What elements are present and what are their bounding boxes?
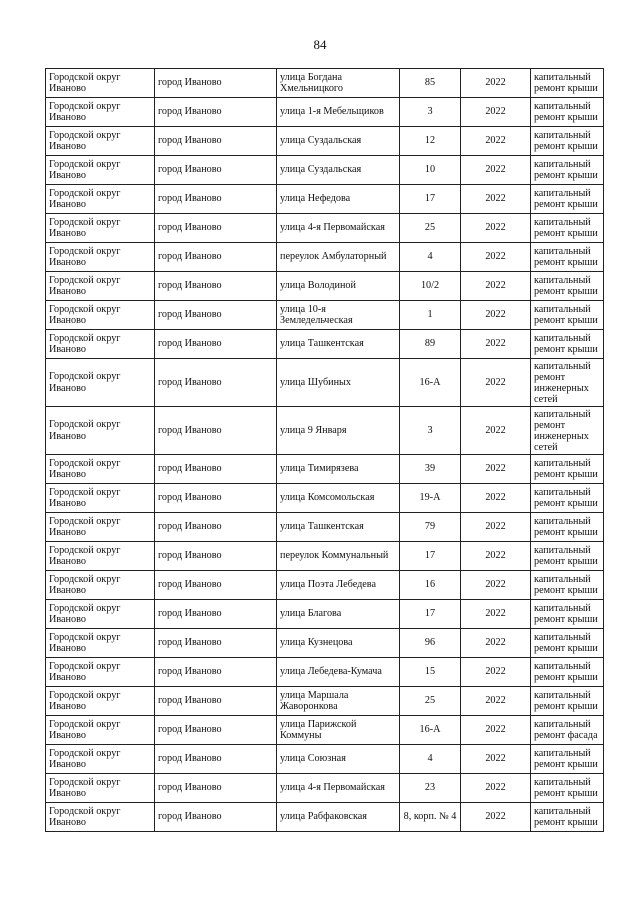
cell-house-number: 16-А xyxy=(400,716,461,745)
cell-house-number: 17 xyxy=(400,542,461,571)
cell-work-type: капитальный ремонт крыши xyxy=(531,156,604,185)
cell-house-number: 23 xyxy=(400,774,461,803)
cell-settlement: город Иваново xyxy=(155,687,277,716)
cell-year: 2022 xyxy=(461,687,531,716)
cell-work-type: капитальный ремонт фасада xyxy=(531,716,604,745)
cell-municipal-district: Городской округ Иваново xyxy=(46,98,155,127)
table-row xyxy=(46,658,604,687)
cell-settlement: город Иваново xyxy=(155,716,277,745)
cell-municipal-district: Городской округ Иваново xyxy=(46,359,155,407)
cell-house-number: 10 xyxy=(400,156,461,185)
cell-street: улица 4-я Первомайская xyxy=(277,774,400,803)
cell-house-number: 4 xyxy=(400,243,461,272)
cell-work-type: капитальный ремонт крыши xyxy=(531,803,604,832)
cell-street: улица Парижской Коммуны xyxy=(277,716,400,745)
cell-work-type: капитальный ремонт крыши xyxy=(531,272,604,301)
cell-year: 2022 xyxy=(461,407,531,455)
cell-street: улица Поэта Лебедева xyxy=(277,571,400,600)
table-row xyxy=(46,629,604,658)
cell-street: улица Рабфаковская xyxy=(277,803,400,832)
cell-street: улица Ташкентская xyxy=(277,330,400,359)
cell-year: 2022 xyxy=(461,716,531,745)
cell-settlement: город Иваново xyxy=(155,774,277,803)
cell-work-type: капитальный ремонт крыши xyxy=(531,330,604,359)
table-row xyxy=(46,301,604,330)
cell-year: 2022 xyxy=(461,214,531,243)
cell-municipal-district: Городской округ Иваново xyxy=(46,407,155,455)
cell-house-number: 96 xyxy=(400,629,461,658)
cell-street: переулок Амбулаторный xyxy=(277,243,400,272)
cell-street: улица Шубиных xyxy=(277,359,400,407)
cell-work-type: капитальный ремонт крыши xyxy=(531,214,604,243)
cell-municipal-district: Городской округ Иваново xyxy=(46,571,155,600)
cell-settlement: город Иваново xyxy=(155,571,277,600)
table-row xyxy=(46,156,604,185)
table-body xyxy=(46,69,604,832)
cell-settlement: город Иваново xyxy=(155,629,277,658)
cell-house-number: 17 xyxy=(400,600,461,629)
cell-municipal-district: Городской округ Иваново xyxy=(46,745,155,774)
cell-municipal-district: Городской округ Иваново xyxy=(46,687,155,716)
cell-work-type: капитальный ремонт крыши xyxy=(531,513,604,542)
cell-year: 2022 xyxy=(461,571,531,600)
table-row xyxy=(46,127,604,156)
cell-municipal-district: Городской округ Иваново xyxy=(46,774,155,803)
cell-year: 2022 xyxy=(461,272,531,301)
cell-house-number: 3 xyxy=(400,98,461,127)
cell-house-number: 4 xyxy=(400,745,461,774)
cell-municipal-district: Городской округ Иваново xyxy=(46,629,155,658)
cell-street: переулок Коммунальный xyxy=(277,542,400,571)
cell-municipal-district: Городской округ Иваново xyxy=(46,330,155,359)
repair-registry-table xyxy=(45,68,604,832)
cell-street: улица Маршала Жаворонкова xyxy=(277,687,400,716)
cell-municipal-district: Городской округ Иваново xyxy=(46,127,155,156)
cell-work-type: капитальный ремонт крыши xyxy=(531,484,604,513)
cell-work-type: капитальный ремонт крыши xyxy=(531,658,604,687)
cell-settlement: город Иваново xyxy=(155,484,277,513)
table-row xyxy=(46,745,604,774)
cell-house-number: 25 xyxy=(400,214,461,243)
cell-work-type: капитальный ремонт крыши xyxy=(531,687,604,716)
cell-street: улица Ташкентская xyxy=(277,513,400,542)
table-row xyxy=(46,272,604,301)
cell-municipal-district: Городской округ Иваново xyxy=(46,513,155,542)
cell-street: улица Богдана Хмельницкого xyxy=(277,69,400,98)
cell-municipal-district: Городской округ Иваново xyxy=(46,156,155,185)
cell-year: 2022 xyxy=(461,658,531,687)
cell-settlement: город Иваново xyxy=(155,745,277,774)
cell-settlement: город Иваново xyxy=(155,359,277,407)
cell-settlement: город Иваново xyxy=(155,98,277,127)
cell-municipal-district: Городской округ Иваново xyxy=(46,803,155,832)
cell-municipal-district: Городской округ Иваново xyxy=(46,600,155,629)
cell-settlement: город Иваново xyxy=(155,69,277,98)
cell-house-number: 79 xyxy=(400,513,461,542)
cell-work-type: капитальный ремонт крыши xyxy=(531,69,604,98)
table-row xyxy=(46,185,604,214)
cell-settlement: город Иваново xyxy=(155,513,277,542)
cell-year: 2022 xyxy=(461,803,531,832)
cell-year: 2022 xyxy=(461,359,531,407)
cell-street: улица Тимирязева xyxy=(277,455,400,484)
cell-year: 2022 xyxy=(461,484,531,513)
cell-street: улица Комсомольская xyxy=(277,484,400,513)
cell-house-number: 1 xyxy=(400,301,461,330)
page-number: 84 xyxy=(313,37,327,52)
cell-house-number: 15 xyxy=(400,658,461,687)
cell-settlement: город Иваново xyxy=(155,455,277,484)
cell-house-number: 12 xyxy=(400,127,461,156)
cell-settlement: город Иваново xyxy=(155,803,277,832)
cell-work-type: капитальный ремонт крыши xyxy=(531,745,604,774)
cell-year: 2022 xyxy=(461,98,531,127)
cell-work-type: капитальный ремонт крыши xyxy=(531,185,604,214)
cell-year: 2022 xyxy=(461,774,531,803)
cell-street: улица Суздальская xyxy=(277,127,400,156)
cell-municipal-district: Городской округ Иваново xyxy=(46,542,155,571)
table-row xyxy=(46,98,604,127)
cell-settlement: город Иваново xyxy=(155,600,277,629)
cell-settlement: город Иваново xyxy=(155,272,277,301)
cell-settlement: город Иваново xyxy=(155,658,277,687)
cell-municipal-district: Городской округ Иваново xyxy=(46,243,155,272)
cell-year: 2022 xyxy=(461,243,531,272)
cell-street: улица Нефедова xyxy=(277,185,400,214)
cell-work-type: капитальный ремонт крыши xyxy=(531,571,604,600)
table-row xyxy=(46,330,604,359)
table-row xyxy=(46,407,604,455)
table-row xyxy=(46,214,604,243)
table-row xyxy=(46,774,604,803)
cell-street: улица Кузнецова xyxy=(277,629,400,658)
cell-work-type: капитальный ремонт крыши xyxy=(531,629,604,658)
cell-work-type: капитальный ремонт крыши xyxy=(531,774,604,803)
cell-year: 2022 xyxy=(461,513,531,542)
cell-house-number: 8, корп. № 4 xyxy=(400,803,461,832)
cell-house-number: 89 xyxy=(400,330,461,359)
cell-settlement: город Иваново xyxy=(155,214,277,243)
table-row xyxy=(46,542,604,571)
cell-street: улица 9 Января xyxy=(277,407,400,455)
table-row xyxy=(46,600,604,629)
cell-municipal-district: Городской округ Иваново xyxy=(46,272,155,301)
cell-street: улица Лебедева-Кумача xyxy=(277,658,400,687)
cell-work-type: капитальный ремонт крыши xyxy=(531,600,604,629)
cell-year: 2022 xyxy=(461,69,531,98)
cell-municipal-district: Городской округ Иваново xyxy=(46,455,155,484)
cell-settlement: город Иваново xyxy=(155,243,277,272)
cell-year: 2022 xyxy=(461,185,531,214)
cell-municipal-district: Городской округ Иваново xyxy=(46,69,155,98)
cell-year: 2022 xyxy=(461,629,531,658)
table-row xyxy=(46,455,604,484)
cell-street: улица 10-я Земледельческая xyxy=(277,301,400,330)
cell-year: 2022 xyxy=(461,301,531,330)
cell-work-type: капитальный ремонт крыши xyxy=(531,542,604,571)
cell-street: улица 1-я Мебельщиков xyxy=(277,98,400,127)
table-row xyxy=(46,69,604,98)
cell-work-type: капитальный ремонт крыши xyxy=(531,243,604,272)
cell-house-number: 3 xyxy=(400,407,461,455)
cell-work-type: капитальный ремонт крыши xyxy=(531,301,604,330)
cell-settlement: город Иваново xyxy=(155,127,277,156)
table-row xyxy=(46,716,604,745)
cell-work-type: капитальный ремонт крыши xyxy=(531,455,604,484)
cell-year: 2022 xyxy=(461,156,531,185)
cell-year: 2022 xyxy=(461,600,531,629)
cell-house-number: 17 xyxy=(400,185,461,214)
cell-municipal-district: Городской округ Иваново xyxy=(46,301,155,330)
cell-street: улица Суздальская xyxy=(277,156,400,185)
cell-street: улица Благова xyxy=(277,600,400,629)
cell-settlement: город Иваново xyxy=(155,407,277,455)
table-row xyxy=(46,243,604,272)
table-row xyxy=(46,359,604,407)
cell-municipal-district: Городской округ Иваново xyxy=(46,716,155,745)
cell-house-number: 16-А xyxy=(400,359,461,407)
table-row xyxy=(46,803,604,832)
cell-work-type: капитальный ремонт крыши xyxy=(531,98,604,127)
cell-settlement: город Иваново xyxy=(155,185,277,214)
cell-work-type: капитальный ремонт крыши xyxy=(531,127,604,156)
cell-house-number: 10/2 xyxy=(400,272,461,301)
cell-street: улица Союзная xyxy=(277,745,400,774)
table-row xyxy=(46,687,604,716)
cell-house-number: 39 xyxy=(400,455,461,484)
cell-year: 2022 xyxy=(461,127,531,156)
cell-settlement: город Иваново xyxy=(155,156,277,185)
cell-year: 2022 xyxy=(461,455,531,484)
cell-house-number: 16 xyxy=(400,571,461,600)
table-row xyxy=(46,484,604,513)
cell-house-number: 19-А xyxy=(400,484,461,513)
cell-house-number: 85 xyxy=(400,69,461,98)
cell-municipal-district: Городской округ Иваново xyxy=(46,185,155,214)
cell-municipal-district: Городской округ Иваново xyxy=(46,214,155,243)
cell-settlement: город Иваново xyxy=(155,330,277,359)
cell-house-number: 25 xyxy=(400,687,461,716)
cell-work-type: капитальный ремонт инженерных сетей xyxy=(531,407,604,455)
table-row xyxy=(46,513,604,542)
cell-year: 2022 xyxy=(461,330,531,359)
cell-work-type: капитальный ремонт инженерных сетей xyxy=(531,359,604,407)
cell-municipal-district: Городской округ Иваново xyxy=(46,484,155,513)
cell-settlement: город Иваново xyxy=(155,542,277,571)
cell-municipal-district: Городской округ Иваново xyxy=(46,658,155,687)
cell-year: 2022 xyxy=(461,542,531,571)
cell-street: улица Володиной xyxy=(277,272,400,301)
cell-street: улица 4-я Первомайская xyxy=(277,214,400,243)
cell-settlement: город Иваново xyxy=(155,301,277,330)
cell-year: 2022 xyxy=(461,745,531,774)
table-row xyxy=(46,571,604,600)
